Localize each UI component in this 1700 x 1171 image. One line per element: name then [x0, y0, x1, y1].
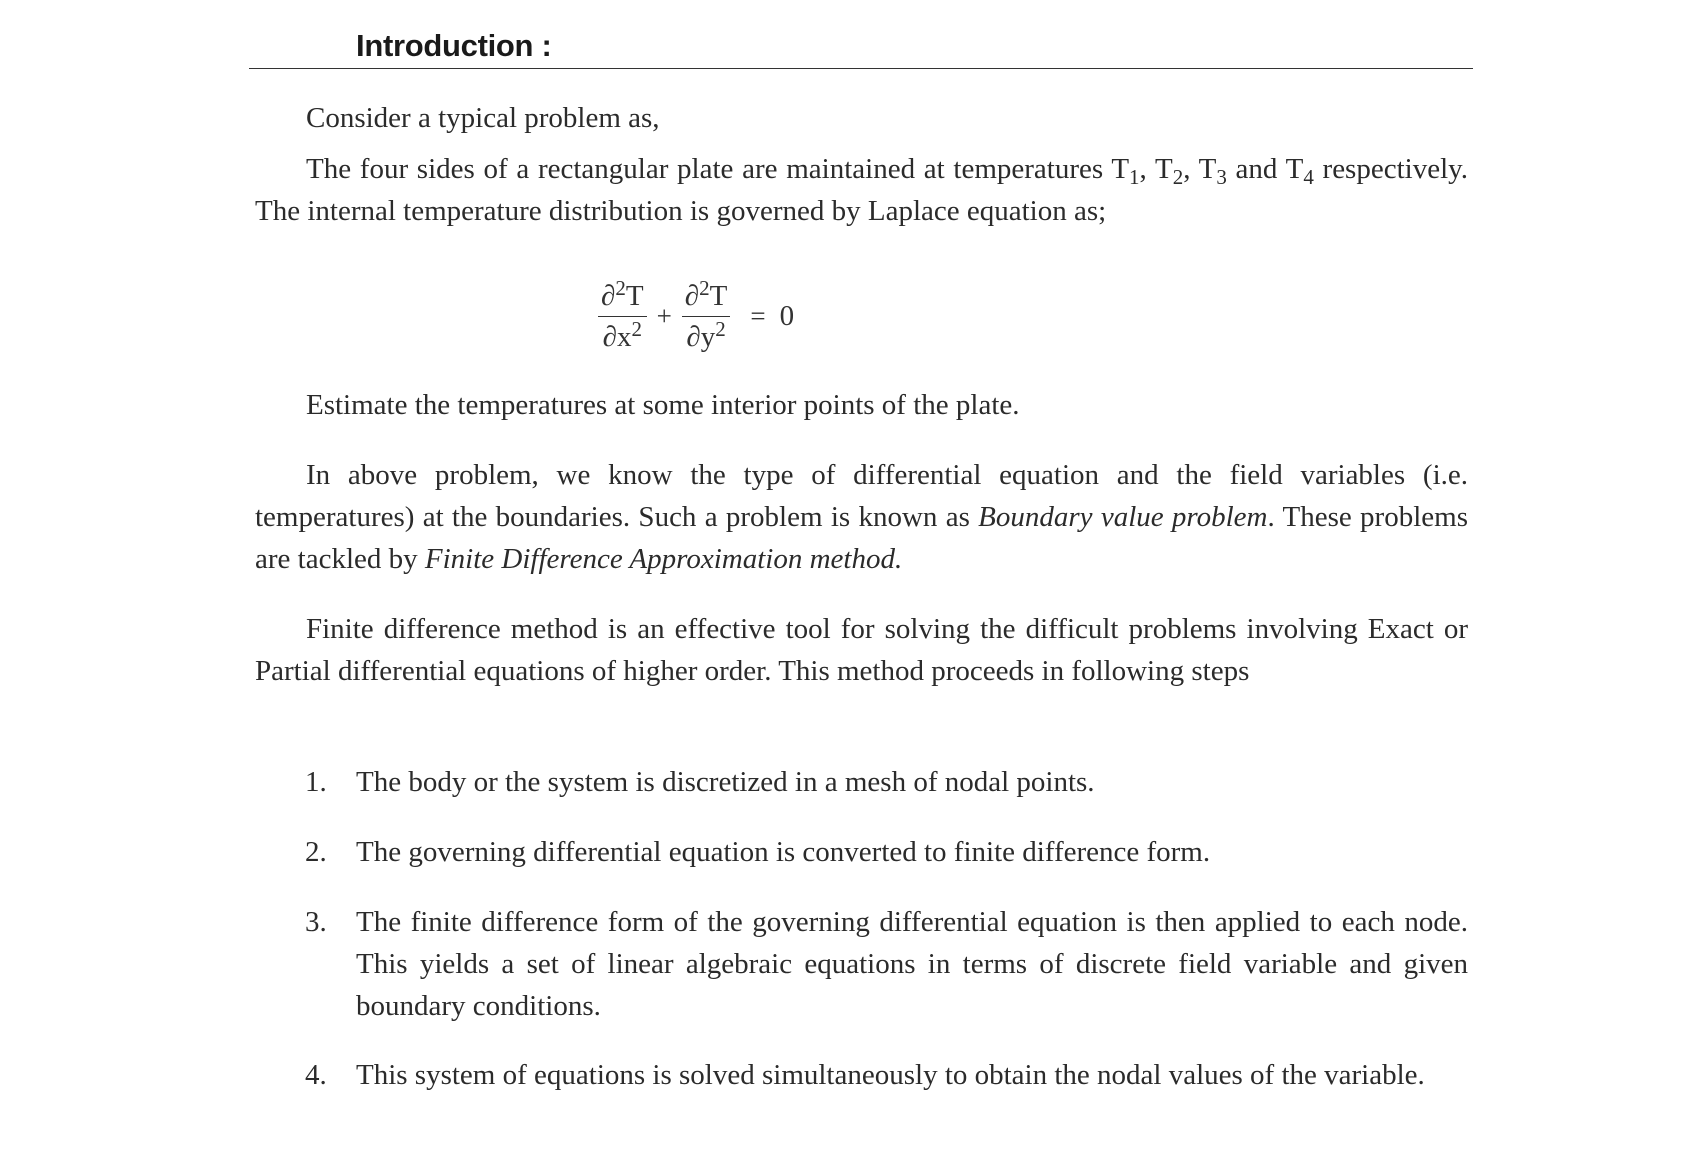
plus-sign: + — [656, 300, 672, 331]
list-item — [305, 1054, 1468, 1096]
subscript: 4 — [1303, 165, 1314, 189]
paragraph-text: respectively. The internal temperature distribution is governed by Laplace equation as; — [255, 153, 1468, 227]
denominator — [600, 316, 645, 355]
emphasis-boundary-value-problem: Boundary value problem — [978, 501, 1268, 533]
fraction-d2t-dx2 — [598, 275, 647, 355]
superscript: 2 — [715, 316, 726, 341]
superscript: 2 — [615, 275, 626, 300]
list-number: 3. — [305, 906, 327, 938]
paragraph-text: The four sides of a rectangular plate are maintained at temperatures T — [306, 153, 1130, 185]
list-number: 4. — [305, 1059, 327, 1091]
list-text: The finite difference form of the governing differential equation is then applied to each node. This yields a set of linear algebraic equations in terms of discrete field variable and given boundary conditions. — [356, 906, 1468, 1022]
section-heading: Introduction : — [356, 28, 552, 63]
superscript: 2 — [631, 316, 642, 341]
list-number: 1. — [305, 766, 327, 798]
list-text: The governing differential equation is converted to finite difference form. — [356, 836, 1211, 868]
partial-variable: ∂y — [686, 320, 716, 353]
list-text: This system of equations is solved simultaneously to obtain the nodal values of the variable. — [356, 1059, 1425, 1091]
equation-rhs: 0 — [779, 299, 795, 332]
paragraph-text: , T — [1183, 153, 1217, 185]
paragraph-text: and T — [1226, 153, 1304, 185]
superscript: 2 — [699, 275, 710, 300]
emphasis-finite-difference: Finite Difference Approximation method. — [424, 543, 903, 575]
equals-sign: = — [750, 300, 766, 331]
denominator — [683, 316, 728, 355]
subscript: 1 — [1129, 165, 1140, 189]
numerator — [682, 275, 731, 314]
numerator — [598, 275, 647, 314]
variable: T — [625, 279, 644, 312]
paragraph-boundary-value — [255, 454, 1468, 580]
fraction-d2t-dy2 — [682, 275, 731, 355]
paragraph-intro: Consider a typical problem as, — [306, 102, 660, 134]
paragraph-finite-difference: Finite difference method is an effective tool for solving the difficult problems involving Exact or Partial differential equations of higher order. This method proceeds in following steps — [255, 613, 1468, 687]
partial-symbol: ∂ — [684, 279, 700, 312]
paragraph-text: In above problem, we know the type of differential equation and the field variables (i.e. temperatures) at the boundaries. Such a problem is known as — [255, 459, 1468, 533]
subscript: 2 — [1172, 165, 1184, 189]
paragraph-text: , T — [1139, 153, 1173, 185]
partial-variable: ∂x — [602, 320, 632, 353]
heading-divider — [249, 68, 1473, 69]
partial-symbol: ∂ — [601, 279, 616, 312]
list-number: 2. — [305, 836, 327, 868]
laplace-equation — [594, 268, 794, 364]
list-item — [305, 831, 1468, 873]
variable: T — [709, 279, 728, 312]
subscript: 3 — [1216, 165, 1227, 189]
list-text: The body or the system is discretized in a mesh of nodal points. — [356, 766, 1095, 798]
list-item — [305, 901, 1468, 1027]
paragraph-text: . These problems are tackled by — [255, 501, 1468, 575]
paragraph-estimate: Estimate the temperatures at some interior points of the plate. — [306, 389, 1020, 421]
paragraph-plate-problem — [255, 148, 1468, 232]
list-item — [305, 761, 1468, 803]
